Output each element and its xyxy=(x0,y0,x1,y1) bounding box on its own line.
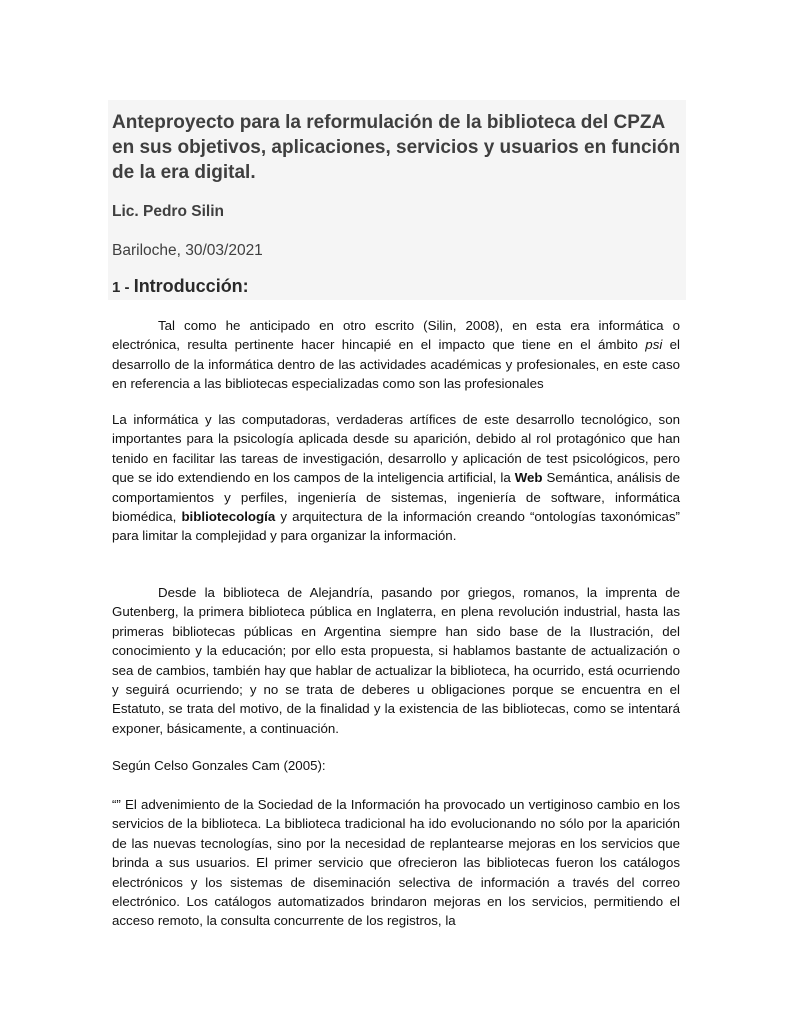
document-title: Anteproyecto para la reformulación de la biblioteca del CPZA en sus objetivos, aplicaciones, servicios y usuarios en función de la era digital. xyxy=(112,112,681,183)
italic-term: psi xyxy=(645,337,663,353)
place-and-date: Bariloche, 30/03/2021 xyxy=(112,242,263,259)
paragraph-5-quote: “” El advenimiento de la Sociedad de la Información ha provocado un vertiginoso cambio en los servicios de la biblioteca. La biblioteca tradicional ha ido evolucionando no sólo por la aparición de las nuevas tecnologías, sino por la necesidad de replantearse mejoras en los servicios que brinda a sus usuarios. El primer servicio que ofrecieron las bibliotecas fueron los catálogos electrónicos y los sistemas de diseminación selectiva de información a través del correo electrónico. Los catálogos automatizados brindaron mejoras en los servicios, permitiendo el acceso remoto, la consulta concurrente de los registros, la xyxy=(112,797,680,929)
paragraph-3: Desde la biblioteca de Alejandría, pasando por griegos, romanos, la imprenta de Gutenberg, la primera biblioteca pública en Inglaterra, en plena revolución industrial, hasta las primeras bibliotecas públicas en Argentina siempre han sido base de la Ilustración, del conocimiento y la educación; por ello esta propuesta, si hablamos bastante de actualización o sea de cambios, también hay que hablar de actualizar la biblioteca, ha ocurrido, está ocurriendo y seguirá ocurriendo; y no se trata de deberes u obligaciones porque se encuentra en el Estatuto, se trata del motivo, de la finalidad y la existencia de las bibliotecas, como se intentará exponer, básicamente, a continuación. xyxy=(112,585,680,736)
section-number: 1 - xyxy=(112,279,134,296)
bold-term-bibliotecologia: bibliotecología xyxy=(181,509,276,525)
section-name: Introducción: xyxy=(133,276,249,296)
paragraph-1: Tal como he anticipado en otro escrito (Silin, 2008), en esta era informática o electrónica, resulta pertinente hacer hincapié en el impacto que tiene en el ámbito psi el desarrollo de la informática dentro de las actividades académicas y profesionales, en este caso en referencia a las bibliotecas especializadas como son las profesionales xyxy=(112,318,681,392)
paragraph-2: La informática y las computadoras, verdaderas artífices de este desarrollo tecnológico, son importantes para la psicología aplicada desde su aparición, debido al rol protagónico que han tenido en facilitar las tareas de investigación, desarrollo y aplicación de test psicológicos, pero que se ido extendiendo en los campos de la inteligencia artificial, la Web Semántica, análisis de comportamientos y perfiles, ingeniería de sistemas, ingeniería de software, informática biomédica, bibliotecología y arquitectura de la información creando “ontologías taxonómicas” para limitar la complejidad y para organizar la información. xyxy=(112,412,680,544)
bold-term-web: Web xyxy=(514,470,543,486)
paragraph-4: Según Celso Gonzales Cam (2005): xyxy=(112,758,326,773)
author-name: Lic. Pedro Silin xyxy=(112,203,224,220)
section-heading xyxy=(112,276,249,297)
